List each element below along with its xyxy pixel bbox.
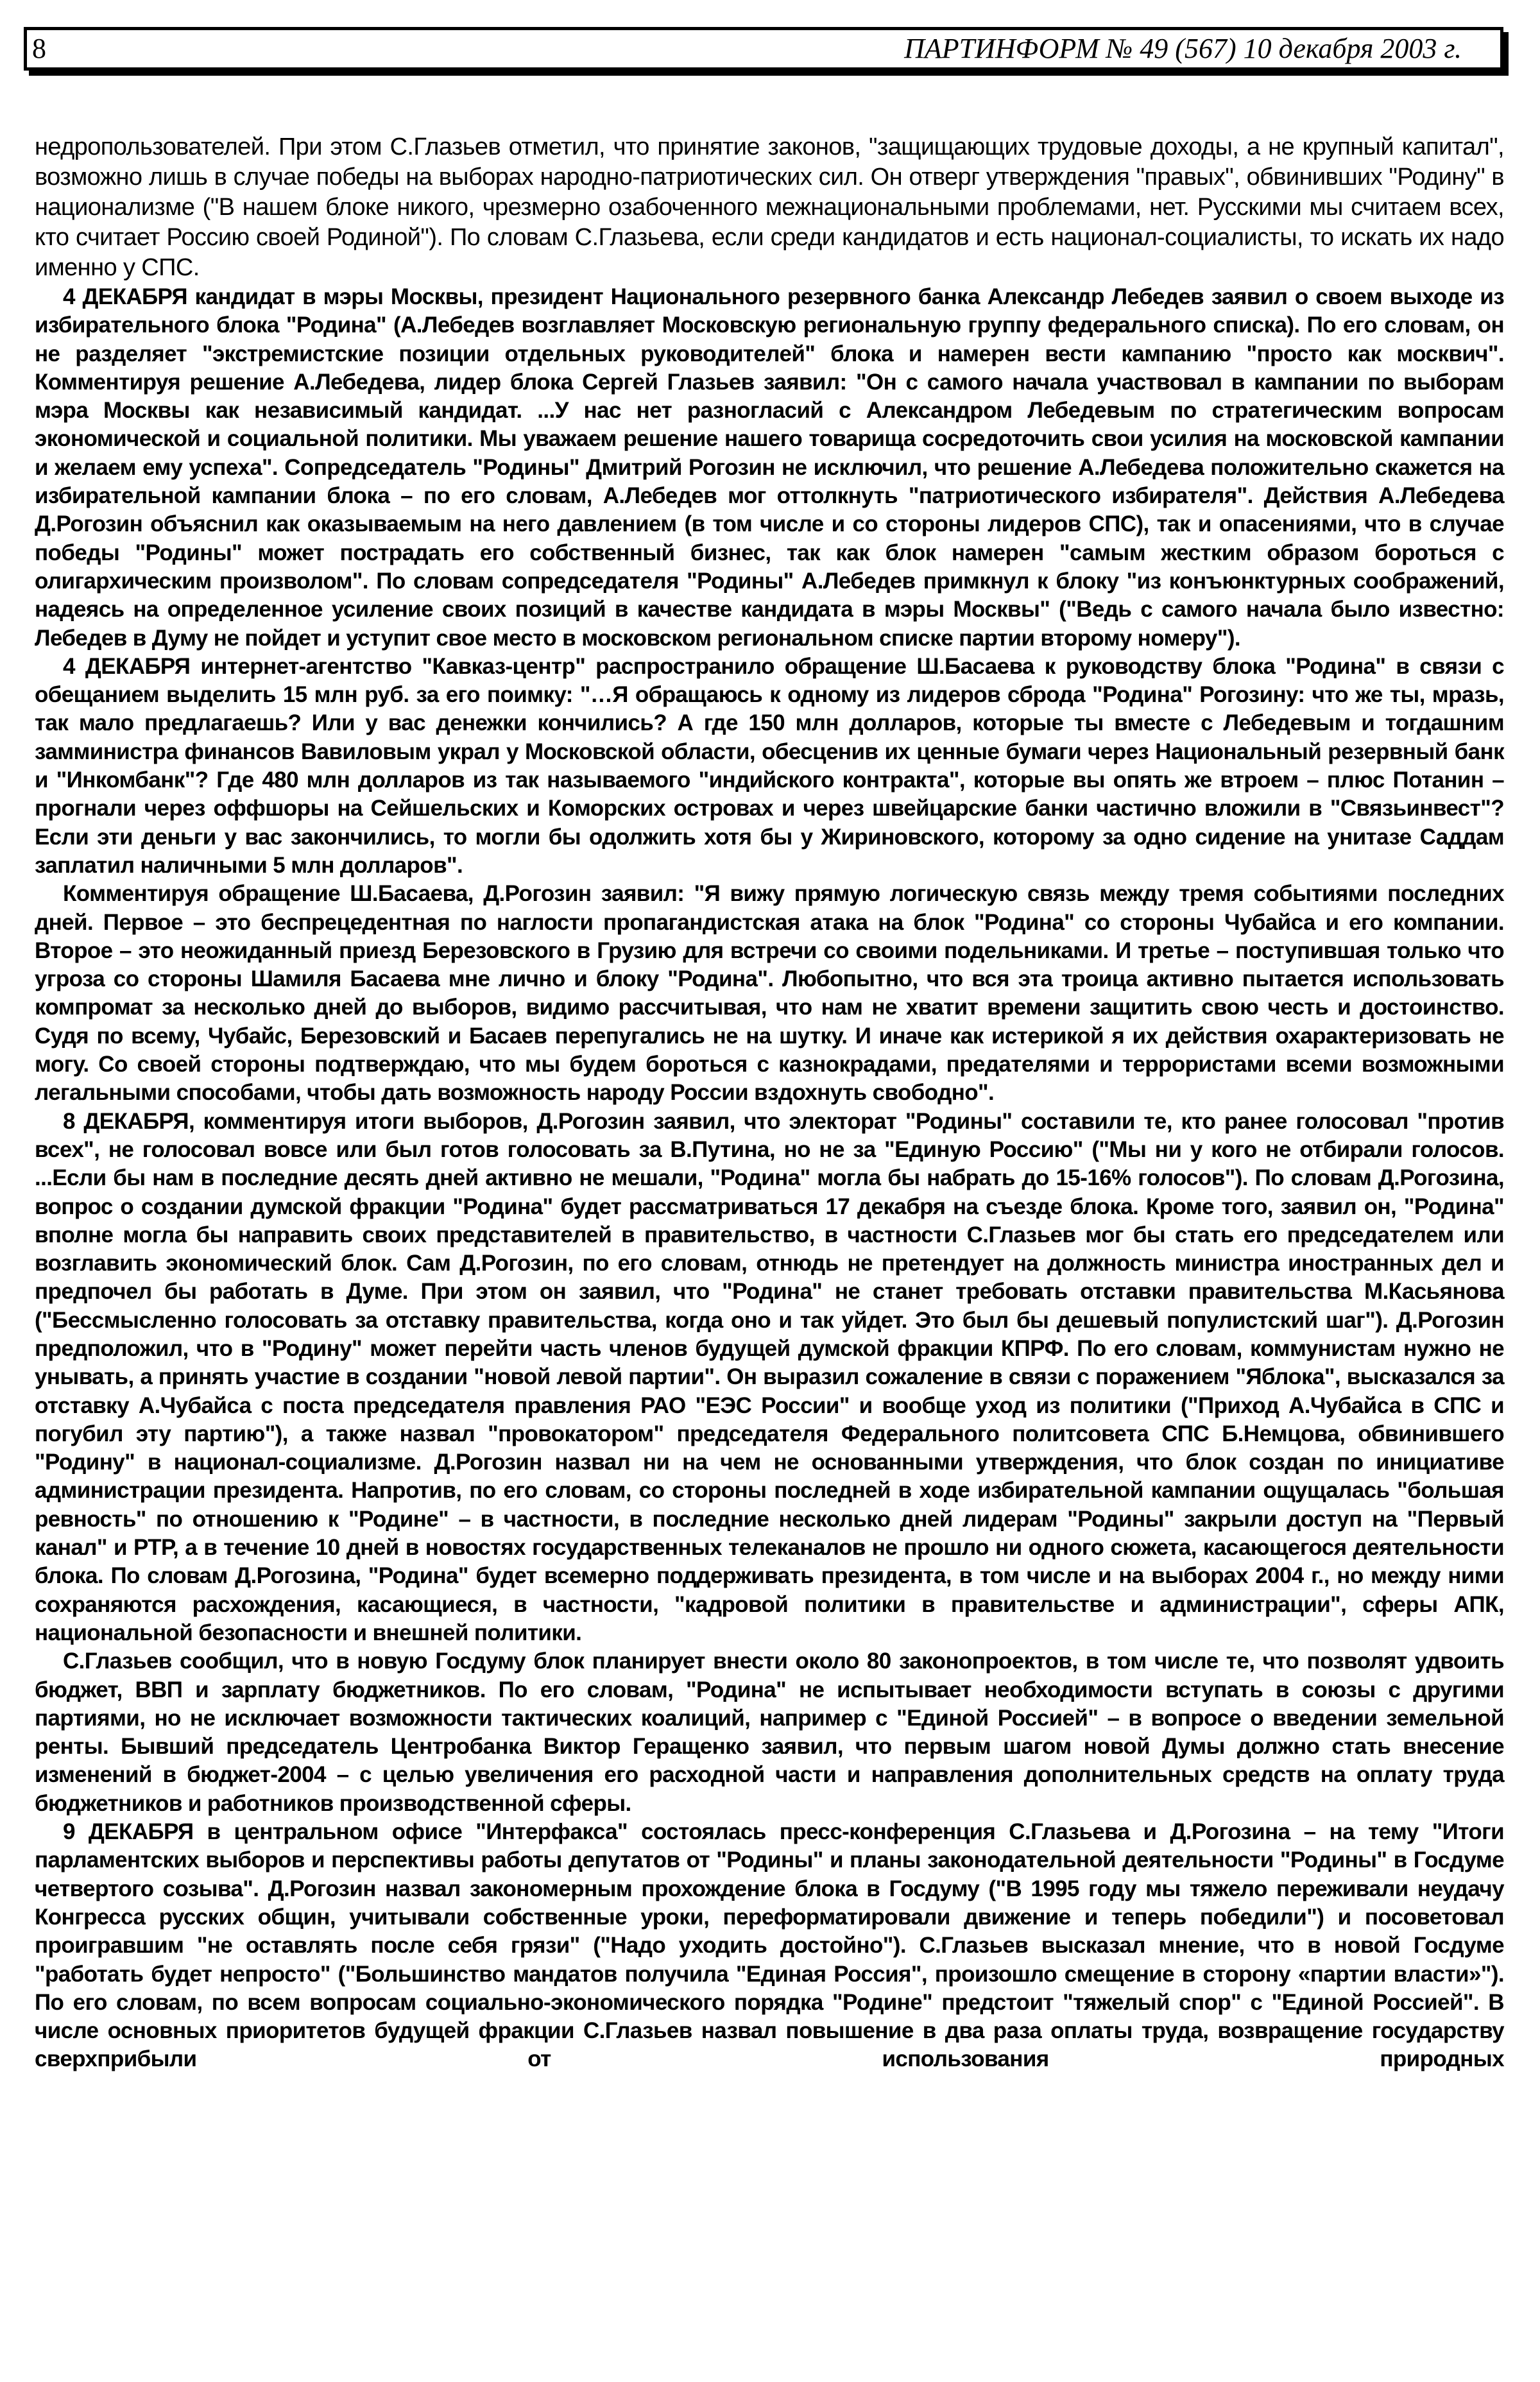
paragraph-glazyev-bills xyxy=(35,1647,1504,1818)
paragraph-continuation xyxy=(35,132,1504,283)
paragraph-rogozin-comment xyxy=(35,880,1504,1107)
paragraph-dec9 xyxy=(35,1818,1504,2074)
masthead: ПАРТИНФОРМ № 49 (567) 10 декабря 2003 г. xyxy=(904,33,1462,64)
paragraph-dec4-basaev xyxy=(35,653,1504,880)
page-header xyxy=(24,27,1503,71)
paragraph-text: Комментируя обращение Ш.Басаева, Д.Рогозин заявил: "Я вижу прямую логическую связь между тремя событиями последних дней. Первое – это беспрецедентная по наглости пропагандистская атака на блок "Родина" со стороны Чубайса и его компании. Второе – это неожиданный приезд Березовского в Грузию для встречи со своими подельниками. И третье – поступившая только что угроза со стороны Шамиля Басаева мне лично и блоку "Родина". Любопытно, что вся эта троица активно пытается использовать компромат за несколько дней до выборов, видимо рассчитывая, что нам не хватит времени защитить свою честь и достоинство. Судя по всему, Чубайс, Березовский и Басаев перепугались не на шутку. И иначе как истерикой я их действия охарактеризовать не могу. Со своей стороны подтверждаю, что мы будем бороться с казнокрадами, предателями и террористами всеми возможными легальными способами, чтобы дать возможность народу России вздохнуть свободно". xyxy=(35,881,1504,1106)
paragraph-date: 8 ДЕКАБРЯ xyxy=(63,1108,189,1134)
paragraph-dec4-lebedev xyxy=(35,283,1504,653)
paragraph-date: 9 ДЕКАБРЯ xyxy=(63,1819,194,1845)
article-body xyxy=(35,132,1504,2074)
paragraph-text: , комментируя итоги выборов, Д.Рогозин заявил, что электорат "Родины" составили те, кто ранее голосовал "против всех", не голосовал вовсе или был готов голосовать за В.Путина, но не за "Единую Россию" ("Мы ни у кого не отбирали голосов. ...Если бы нам в последние десять дней активно не мешали, "Родина" могла бы набрать до 15-16% голосов"). По словам Д.Рогозина, вопрос о создании думской фракции "Родина" будет рассматриваться 17 декабря на съезде блока. Кроме того, заявил он, "Родина" вполне могла бы направить своих представителей в правительство, в частности С.Глазьев мог бы стать его председателем или возглавить экономический блок. Сам Д.Рогозин, по его словам, отнюдь не претендует на должность министра иностранных дел и предпочел бы работать в Думе. При этом он заявил, что "Родина" не станет требовать отставки правительства М.Касьянова ("Бессмысленно голосовать за отставку правительства, когда оно и так уйдет. Это был бы дешевый популистский шаг"). Д.Рогозин предположил, что в "Родину" может перейти часть членов будущей думской фракции КПРФ. По его словам, коммунистам нужно не унывать, а принять участие в создании "новой левой партии". Он выразил сожаление в связи с поражением "Яблока", высказался за отставку А.Чубайса с поста председателя правления РАО "ЕЭС России" и вообще уход из политики ("Приход А.Чубайса в СПС и погубил эту партию"), а также назвал "провокатором" председателя Федерального политсовета СПС Б.Немцова, обвинившего "Родину" в национал-социализме. Д.Рогозин назвал ни на чем не основанными утверждения, что блок создан по инициативе администрации президента. Напротив, по его словам, со стороны последней в ходе избирательной кампании ощущалась "большая ревность" по отношению к "Родине" – в частности, в последние несколько дней лидерам "Родины" закрыли доступ на "Первый канал" и РТР, а в течение 10 дней в новостях государственных телеканалов не прошло ни одного сюжета, касающегося деятельности блока. По словам Д.Рогозина, "Родина" будет всемерно поддерживать президента, в том числе и на выборах 2004 г., но между ними сохраняются расхождения, касающиеся, в частности, "кадровой политики в правительстве и администрации", сферы АПК, национальной безопасности и внешней политики. xyxy=(35,1108,1504,1645)
paragraph-text: недропользователей. При этом С.Глазьев отметил, что принятие законов, "защищающих трудовые доходы, а не крупный капитал", возможно лишь в случае победы на выборах народно-патриотических сил. Он отверг утверждения "правых", обвинивших "Родину" в национализме ("В нашем блоке никого, чрезмерно озабоченного межнациональными проблемами, нет. Русскими мы считаем всех, кто считает Россию своей Родиной"). По словам С.Глазьева, если среди кандидатов и есть национал-социалисты, то искать их надо именно у СПС. xyxy=(35,133,1504,281)
paragraph-date: 4 ДЕКАБРЯ xyxy=(63,284,187,309)
paragraph-text: в центральном офисе "Интерфакса" состоялась пресс-конференция С.Глазьева и Д.Рогозина – на тему "Итоги парламентских выборов и перспективы работы депутатов от "Родины" и планы законодательной деятельности "Родины" в Госдуме четвертого созыва". Д.Рогозин назвал закономерным прохождение блока в Госдуму ("В 1995 году мы тяжело переживали неудачу Конгресса русских общин, учитывали собственные уроки, переформатировали движение и теперь победили") и посоветовал проигравшим "не оставлять после себя грязи" ("Надо уходить достойно"). С.Глазьев высказал мнение, что в новой Госдуме "работать будет непросто" ("Большинство мандатов получила "Единая Россия", произошло смещение в сторону «партии власти»"). По его словам, по всем вопросам социально-экономического порядка "Родине" предстоит "тяжелый спор" с "Единой Россией". В числе основных приоритетов будущей фракции С.Глазьев назвал повышение в два раза оплаты труда, возвращение государству сверхприбыли от использования природных xyxy=(35,1819,1504,2072)
paragraph-text: интернет-агентство "Кавказ-центр" распространило обращение Ш.Басаева к руководству блока "Родина" в связи с обещанием выделить 15 млн руб. за его поимку: "…Я обращаюсь к одному из лидеров сброда "Родина" Рогозину: что же ты, мразь, так мало предлагаешь? Или у вас денежки кончились? А где 150 млн долларов, которые ты вместе с Лебедевым и тогдашним замминистра финансов Вавиловым украл у Московской области, обесценив их ценные бумаги через Национальный резервный банк и "Инкомбанк"? Где 480 млн долларов из так называемого "индийского контракта", которые вы опять же втроем – плюс Потанин – прогнали через оффшоры на Сейшельских и Коморских островах и через швейцарские банки частично вложили в "Связьинвест"? Если эти деньги у вас закончились, то могли бы одолжить хотя бы у Жириновского, которому за одно сидение на унитазе Саддам заплатил наличными 5 млн долларов". xyxy=(35,653,1504,878)
paragraph-text: кандидат в мэры Москвы, президент Национального резервного банка Александр Лебедев заявил о своем выходе из избирательного блока "Родина" (А.Лебедев возглавляет Московскую региональную группу федерального списка). По его словам, он не разделяет "экстремистские позиции отдельных руководителей" блока и намерен вести кампанию "просто как москвич". Комментируя решение А.Лебедева, лидер блока Сергей Глазьев заявил: "Он с самого начала участвовал в кампании по выборам мэра Москвы как независимый кандидат. ...У нас нет разногласий с Александром Лебедевым по стратегическим вопросам экономической и социальной политики. Мы уважаем решение нашего товарища сосредоточить свои усилия на московской кампании и желаем ему успеха". Сопредседатель "Родины" Дмитрий Рогозин не исключил, что решение А.Лебедева положительно скажется на избирательной кампании блока – по его словам, А.Лебедев мог оттолкнуть "патриотического избирателя". Действия А.Лебедева Д.Рогозин объяснил как оказываемым на него давлением (в том числе и со стороны лидеров СПС), так и опасениями, что в случае победы "Родины" может пострадать его собственный бизнес, так как блок намерен "самым жестким образом бороться с олигархическим произволом". По словам сопредседателя "Родины" А.Лебедев примкнул к блоку "из конъюнктурных соображений, надеясь на определенное усиление своих позиций в качестве кандидата в мэры Москвы" ("Ведь с самого начала было известно: Лебедев в Думу не пойдет и уступит свое место в московском региональном списке партии второму номеру"). xyxy=(35,284,1504,651)
paragraph-date: 4 ДЕКАБРЯ xyxy=(63,653,191,679)
page-number: 8 xyxy=(32,33,46,64)
paragraph-text: С.Глазьев сообщил, что в новую Госдуму блок планирует внести около 80 законопроектов, в том числе те, что позволят удвоить бюджет, ВВП и зарплату бюджетников. По его словам, "Родина" не испытывает необходимости вступать в союзы с другими партиями, но не исключает возможности тактических коалиций, например с "Единой Россией" – в вопросе о введении земельной ренты. Бывший председатель Центробанка Виктор Геращенко заявил, что первым шагом новой Думы должно стать внесение изменений в бюджет-2004 – с целью увеличения его расходной части и направления дополнительных средств на оплату труда бюджетников и работников производственной сферы. xyxy=(35,1649,1504,1816)
paragraph-dec8 xyxy=(35,1108,1504,1648)
